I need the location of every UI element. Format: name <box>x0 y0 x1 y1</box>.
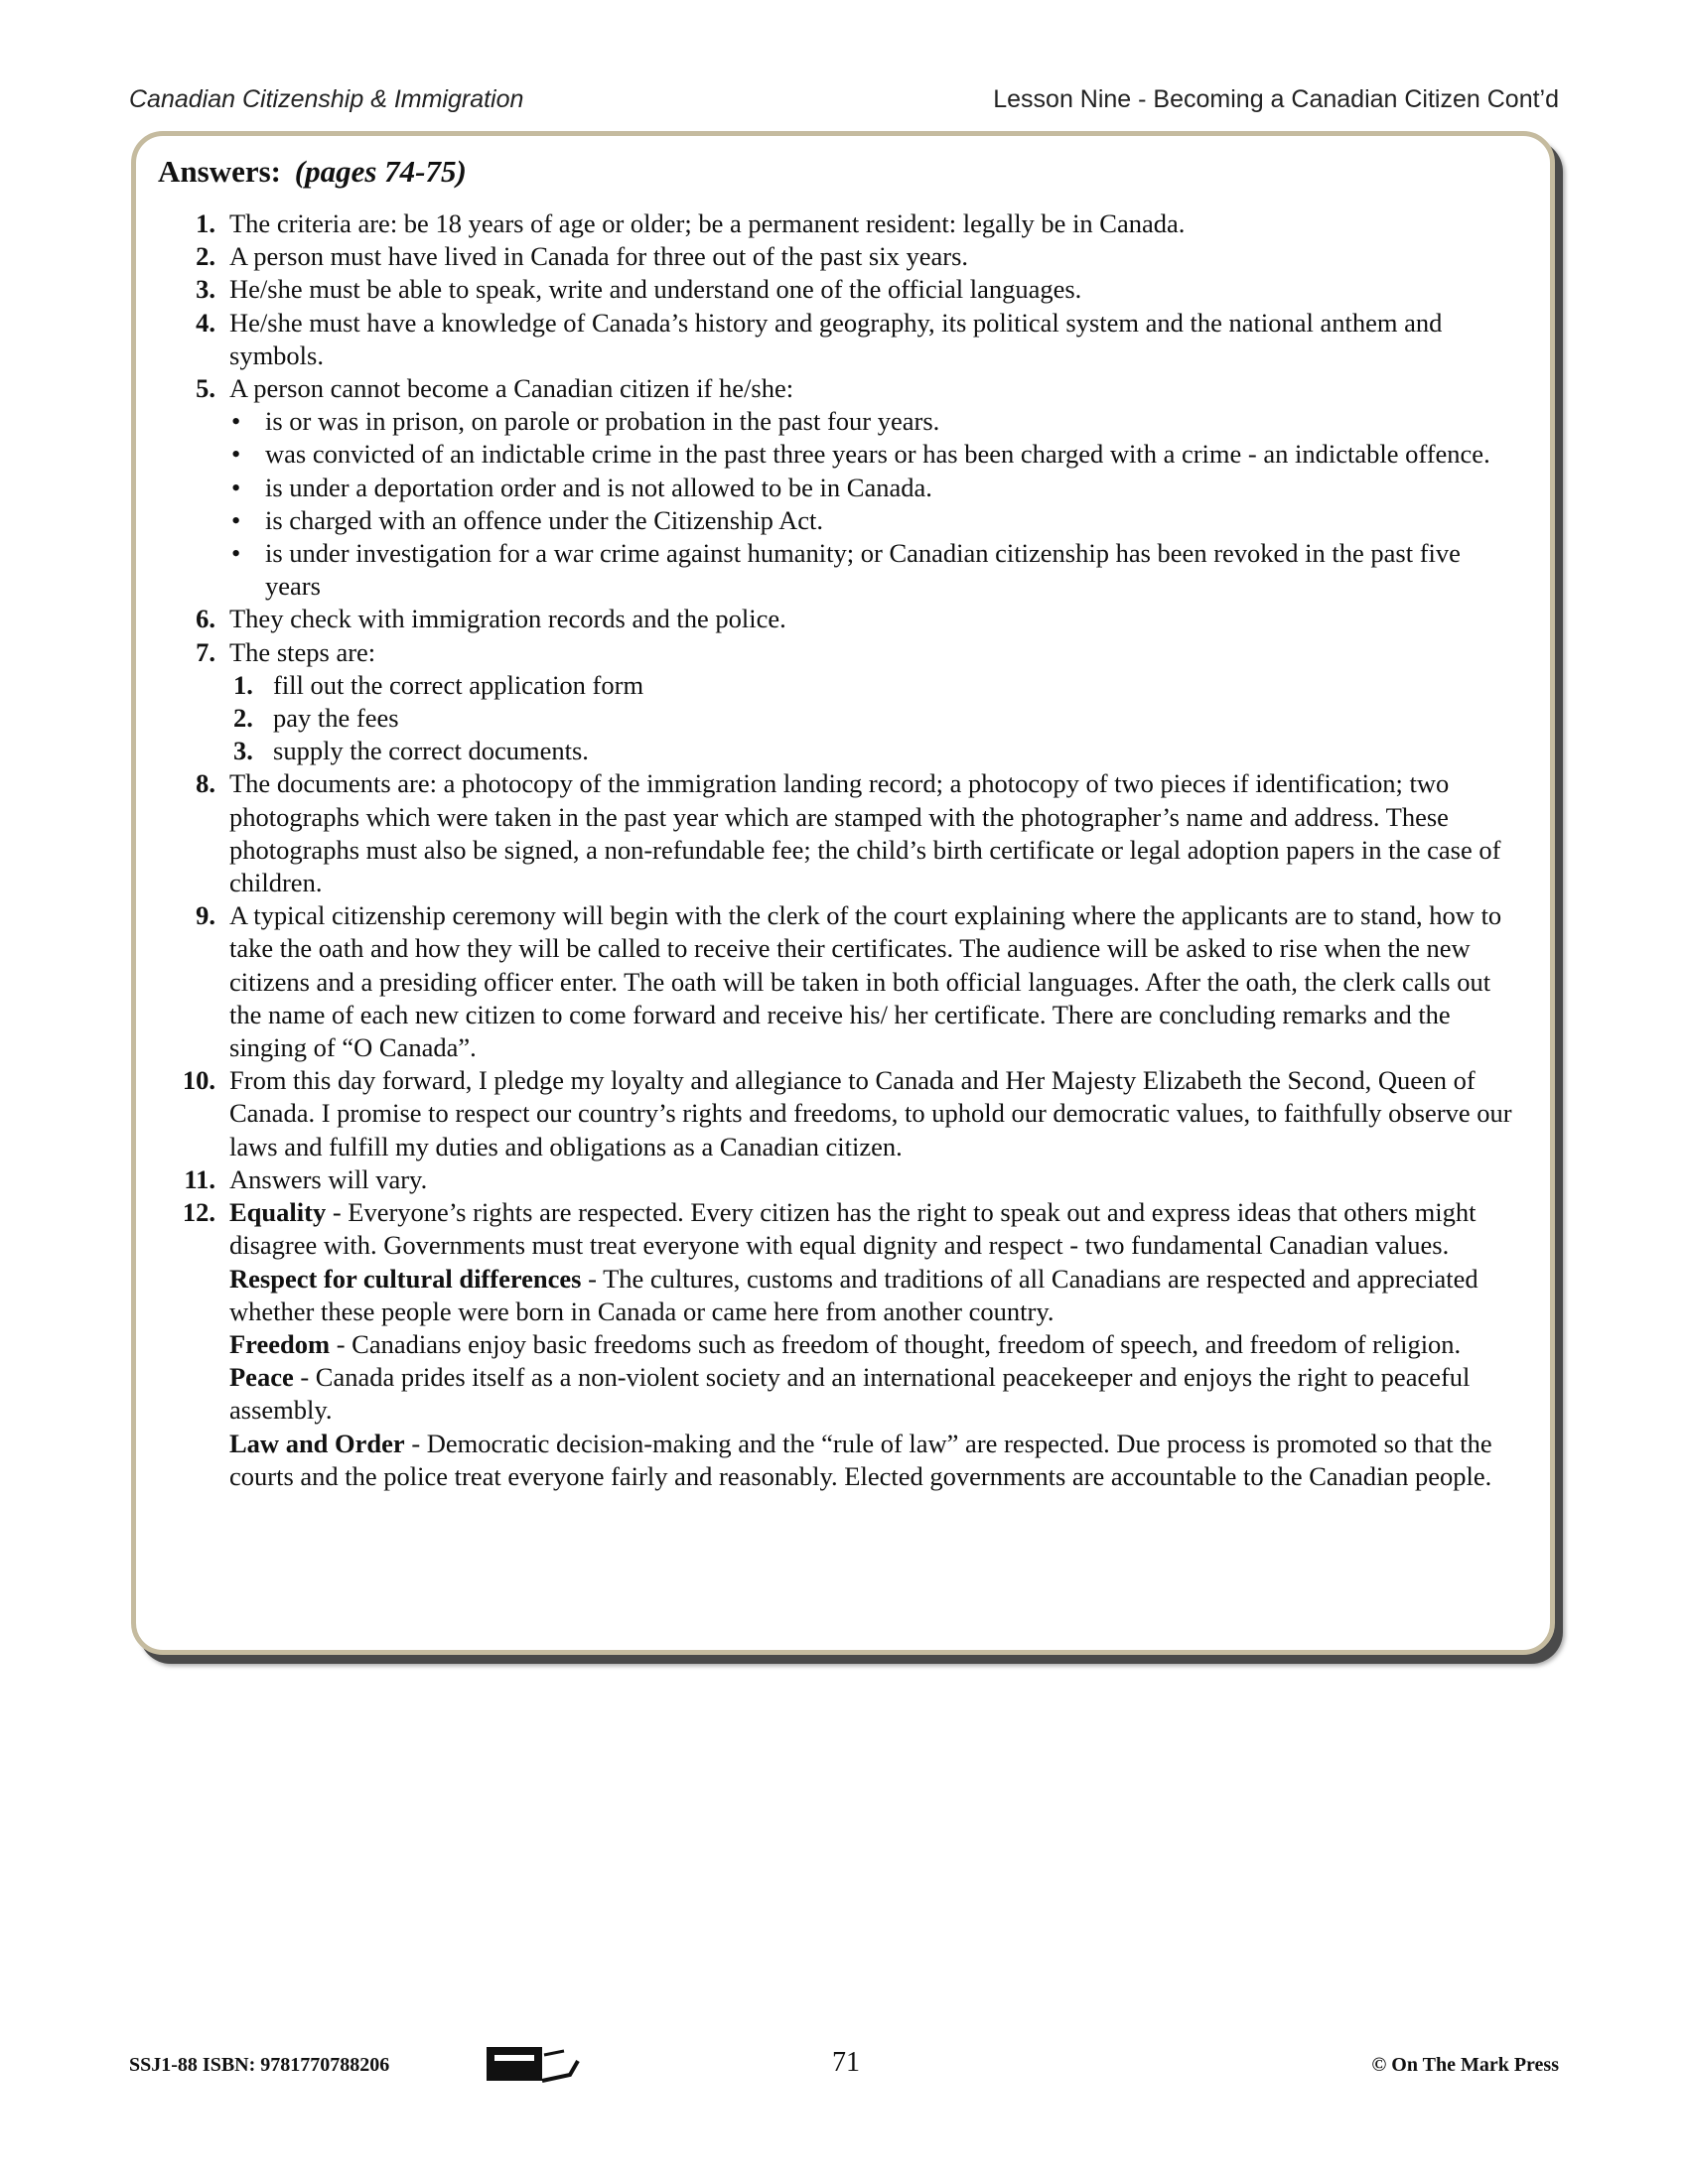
bullet-icon: • <box>231 472 241 502</box>
value-text: - Canada prides itself as a non-violent society and an international peacekeeper and enjoys the right to peaceful assembly. <box>229 1362 1471 1426</box>
answer-item-10 <box>158 1064 1514 1163</box>
bullet-text: was convicted of an indictable crime in the past three years or has been charged with a crime - an indictable offence. <box>265 439 1490 470</box>
bullet-item <box>229 504 1514 537</box>
answer-item-6 <box>158 603 1514 635</box>
item-number: 5. <box>196 373 215 404</box>
item-text: A person cannot become a Canadian citizen if he/she: <box>229 373 794 404</box>
value-paragraph <box>229 1263 1514 1328</box>
item-number: 12. <box>182 1197 215 1228</box>
item-text: The steps are: <box>229 636 376 667</box>
bullet-text: is under investigation for a war crime against humanity; or Canadian citizenship has been revoked in the past five years <box>265 538 1461 602</box>
item-number: 4. <box>196 307 215 338</box>
running-header-lesson: Lesson Nine - Becoming a Canadian Citizen Cont’d <box>993 85 1559 113</box>
value-term: Respect for cultural differences <box>229 1263 582 1294</box>
item-text: The criteria are: be 18 years of age or older; be a permanent resident: legally be in Canada. <box>229 208 1186 238</box>
answer-list <box>158 207 1514 1493</box>
answer-item-3 <box>158 273 1514 306</box>
answer-item-9 <box>158 899 1514 1064</box>
value-paragraph <box>229 1361 1514 1427</box>
page-number: 71 <box>832 2047 860 2078</box>
answer-item-7 <box>158 636 1514 768</box>
item-number: 3. <box>196 274 215 305</box>
item-text: He/she must be able to speak, write and understand one of the official languages. <box>229 274 1082 305</box>
bullet-icon: • <box>231 504 241 535</box>
item-text: From this day forward, I pledge my loyalty and allegiance to Canada and Her Majesty Elizabeth the Second, Queen of Canada. I promise to respect our country’s rights and freedoms, to uphold our democratic values, to faithfully observe our laws and fulfill my duties and obligations as a Canadian citizen. <box>229 1065 1512 1161</box>
answer-item-4 <box>158 307 1514 372</box>
item-text: A typical citizenship ceremony will begin with the clerk of the court explaining where the applicants are to stand, how to take the oath and how they will be called to receive their certificates. The audience will be asked to rise when the new citizens and a presiding officer enter. The oath will be taken in both official languages. After the oath, the clerk calls out the name of each new citizen to come forward and receive his/ her certificate. There are concluding remarks and the singing of “O Canada”. <box>229 900 1502 1063</box>
item-body <box>229 1196 1514 1493</box>
answer-item-8 <box>158 767 1514 899</box>
value-term: Peace <box>229 1362 294 1393</box>
value-text: - Canadians enjoy basic freedoms such as freedom of thought, freedom of speech, and freedom of religion. <box>330 1328 1462 1359</box>
item-body <box>229 636 1514 768</box>
value-term: Equality <box>229 1197 327 1228</box>
bullet-text: is under a deportation order and is not allowed to be in Canada. <box>265 472 932 502</box>
step-number: 2. <box>233 703 253 734</box>
on-the-mark-press-logo-icon <box>485 2041 580 2085</box>
step-item <box>229 669 1514 702</box>
value-text: - Democratic decision-making and the “rule of law” are respected. Due process is promoted so that the courts and the police treat everyone fairly and reasonably. Elected governments are accountable to the Canadian people. <box>229 1428 1492 1491</box>
bullet-item <box>229 472 1514 504</box>
value-text: - The cultures, customs and traditions of all Canadians are respected and appreciated whether these people were born in Canada or came here from another country. <box>229 1263 1478 1326</box>
step-number: 3. <box>233 736 253 766</box>
step-item <box>229 702 1514 735</box>
bullet-icon: • <box>231 439 241 470</box>
bullet-icon: • <box>231 538 241 569</box>
footer-isbn: SSJ1-88 ISBN: 9781770788206 <box>129 2054 390 2076</box>
step-item <box>229 735 1514 767</box>
item-number: 1. <box>196 208 215 238</box>
answer-item-2 <box>158 240 1514 273</box>
value-paragraph <box>229 1428 1514 1493</box>
item-number: 9. <box>196 900 215 931</box>
answer-item-11 <box>158 1163 1514 1196</box>
item-text: Answers will vary. <box>229 1163 428 1194</box>
step-text: supply the correct documents. <box>273 736 589 766</box>
item-number: 6. <box>196 604 215 634</box>
item-text: He/she must have a knowledge of Canada’s history and geography, its political system and the national anthem and symbols. <box>229 307 1443 370</box>
answers-heading <box>158 154 1514 190</box>
value-term: Freedom <box>229 1328 331 1359</box>
item-text: They check with immigration records and the police. <box>229 604 786 634</box>
item-number: 10. <box>182 1065 215 1096</box>
bullet-item <box>229 537 1514 603</box>
item-number: 11. <box>184 1163 215 1194</box>
value-text: - Everyone’s rights are respected. Every citizen has the right to speak out and express ideas that others might disagree with. Governments must treat everyone with equal dignity and respect - two fundamental Canadian values. <box>229 1197 1477 1261</box>
item-text: A person must have lived in Canada for three out of the past six years. <box>229 241 969 272</box>
running-header-title: Canadian Citizenship & Immigration <box>129 85 524 113</box>
footer-copyright: © On The Mark Press <box>1371 2054 1559 2076</box>
step-number: 1. <box>233 669 253 700</box>
bullet-icon: • <box>231 406 241 437</box>
step-text: pay the fees <box>273 703 399 734</box>
answers-panel <box>131 131 1555 1655</box>
answer-item-1 <box>158 207 1514 240</box>
answer-item-5 <box>158 372 1514 603</box>
answers-pages: (pages 74-75) <box>294 154 467 189</box>
answer-item-12 <box>158 1196 1514 1493</box>
item-body <box>229 372 1514 603</box>
item-text: The documents are: a photocopy of the immigration landing record; a photocopy of two pieces if identification; two photographs which were taken in the past year which are stamped with the photographer’s name and address. These photographs must also be signed, a non-refundable fee; the child’s birth certificate or legal adoption papers in the case of children. <box>229 768 1501 898</box>
bullet-text: is or was in prison, on parole or probation in the past four years. <box>265 406 940 437</box>
item-number: 2. <box>196 241 215 272</box>
item-number: 7. <box>196 636 215 667</box>
item-number: 8. <box>196 768 215 799</box>
bullet-item <box>229 438 1514 471</box>
step-text: fill out the correct application form <box>273 669 644 700</box>
value-term: Law and Order <box>229 1428 405 1458</box>
value-paragraph <box>229 1328 1514 1361</box>
value-paragraph <box>229 1196 1514 1262</box>
answers-label: Answers: <box>158 154 281 189</box>
bullet-item <box>229 405 1514 438</box>
bullet-text: is charged with an offence under the Citizenship Act. <box>265 504 823 535</box>
